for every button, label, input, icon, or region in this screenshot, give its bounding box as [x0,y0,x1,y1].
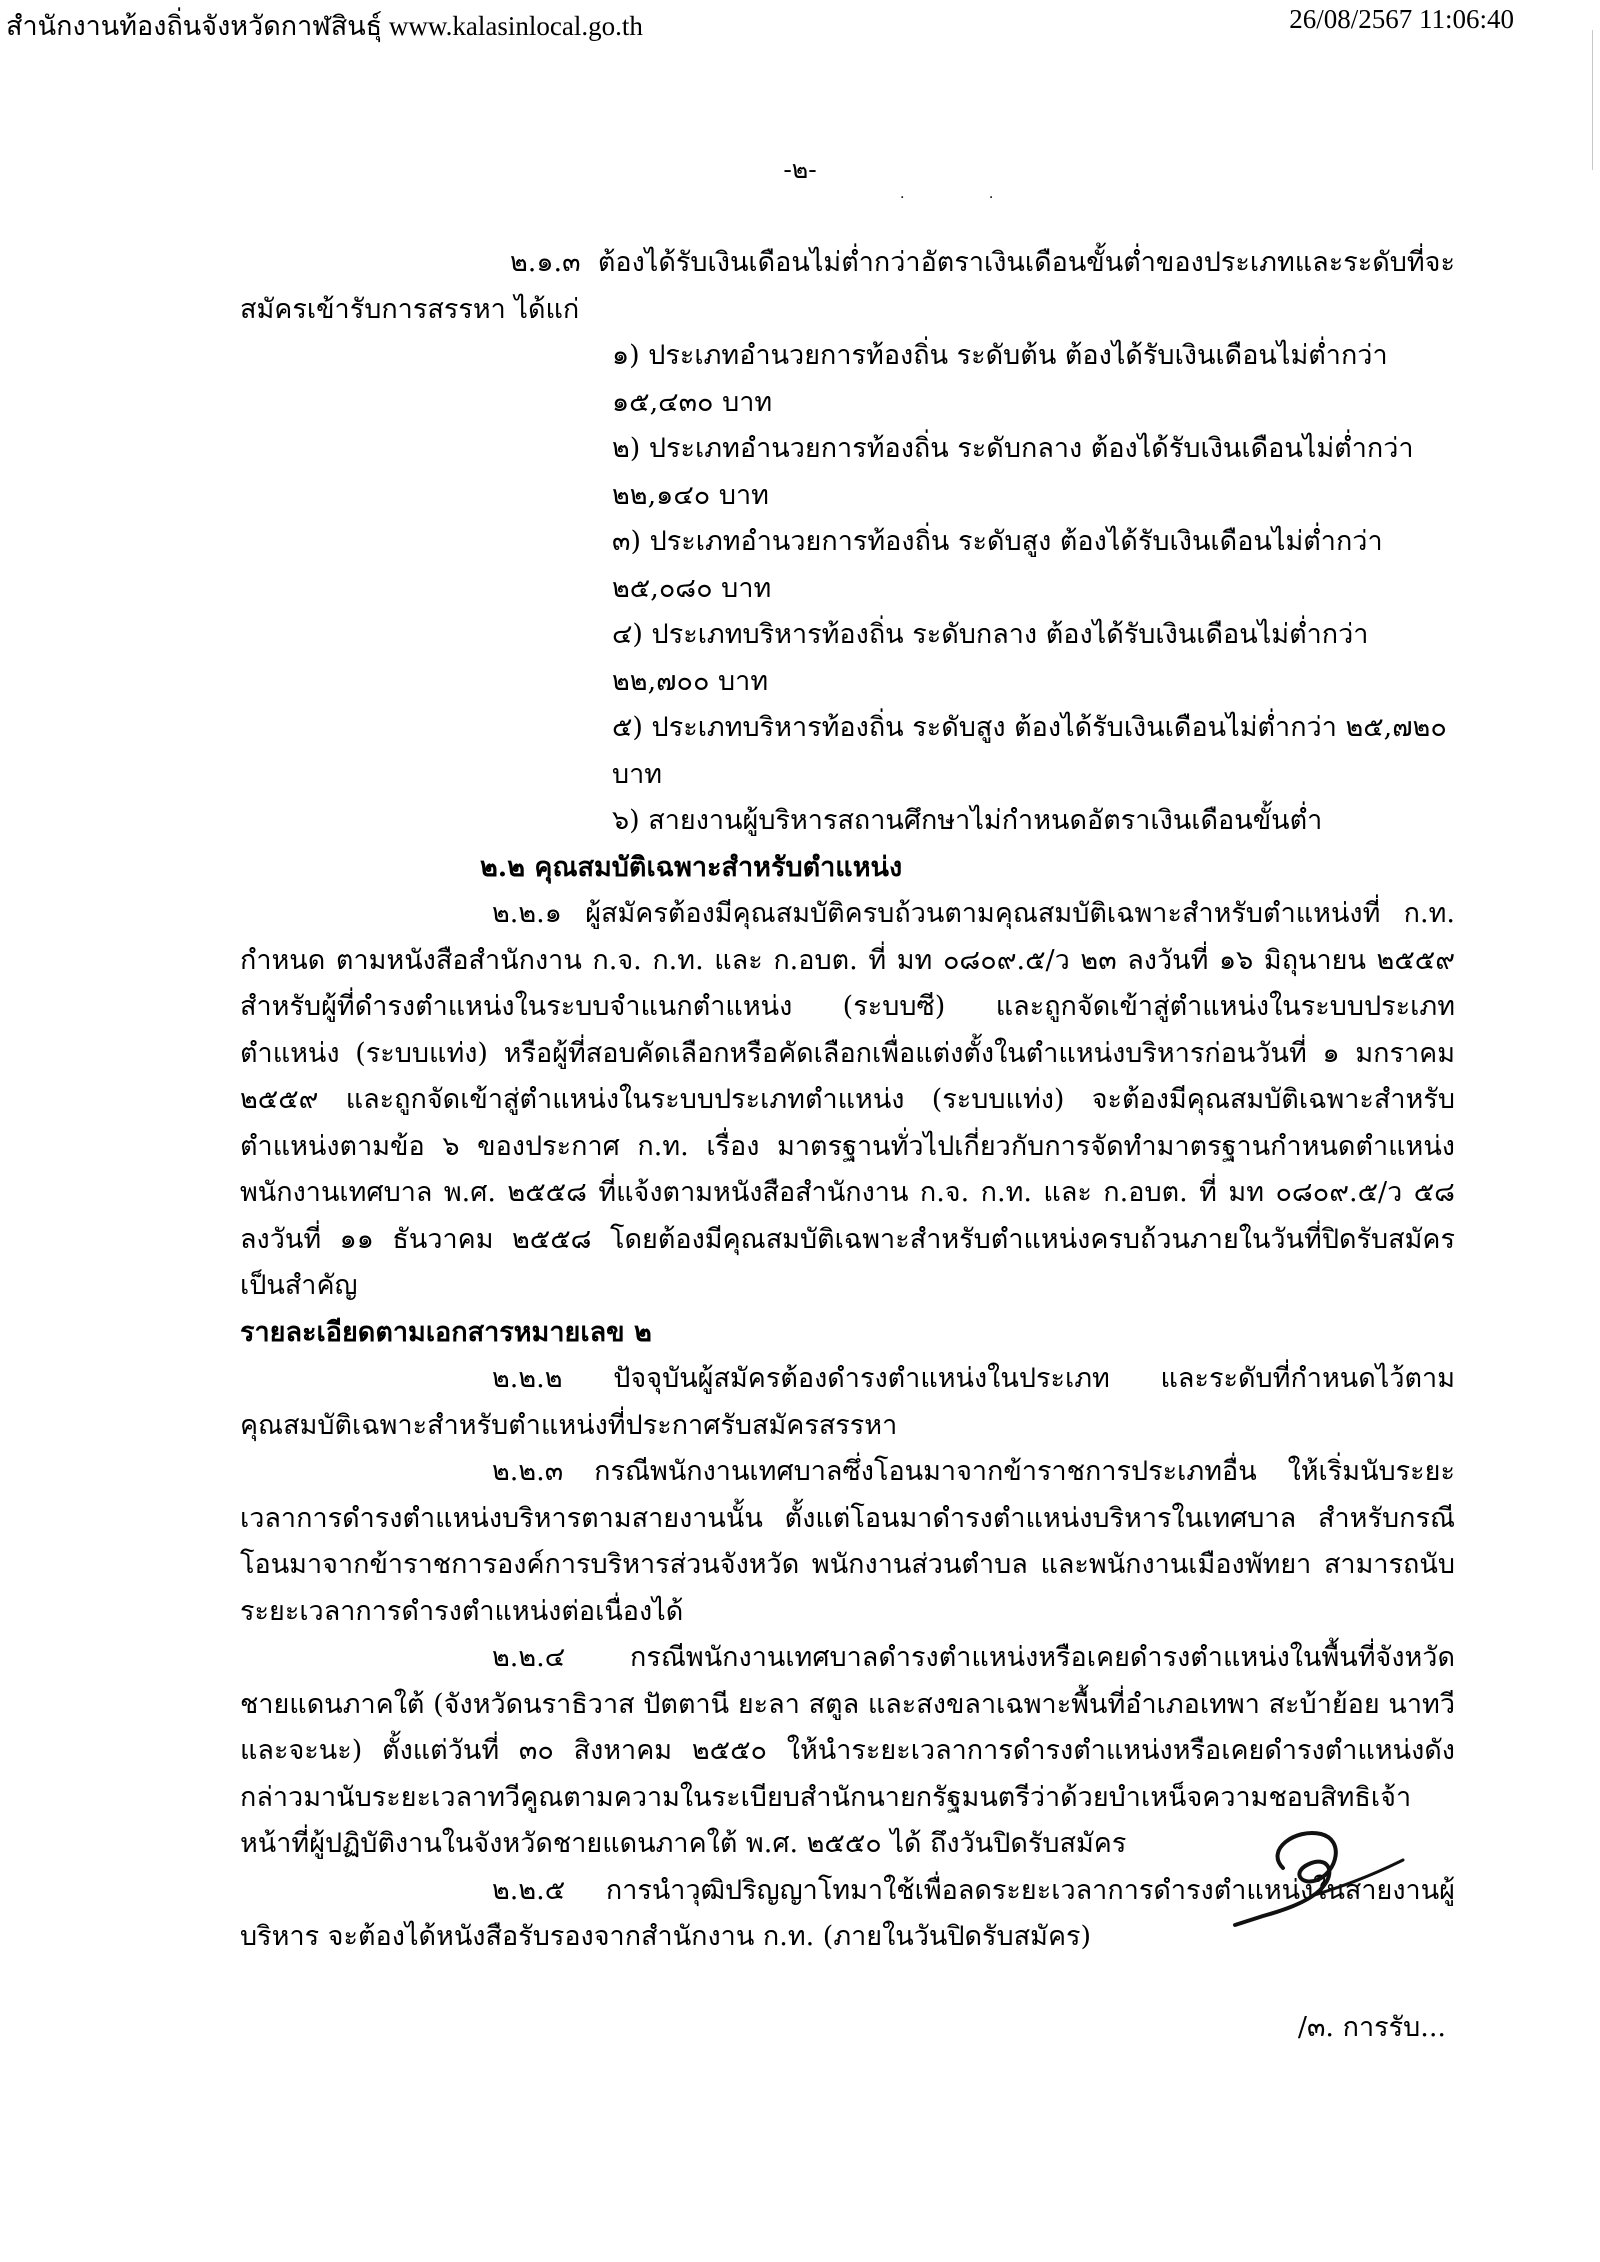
salary-level-item: ๖) สายงานผู้บริหารสถานศึกษาไม่กำหนดอัตราเงินเดือนขั้นต่ำ [612,805,1323,836]
salary-level-item: ๕) ประเภทบริหารท้องถิ่น ระดับสูง ต้องได้รับเงินเดือนไม่ต่ำกว่า ๒๕,๗๒๐ บาท [612,712,1447,790]
handwritten-signature [1225,1810,1465,1940]
document-body [240,240,1455,1961]
clause-2-2-5: ๒.๒.๕ การนำวุฒิปริญญาโทมาใช้เพื่อลดระยะเวลาการดำรงตำแหน่งในสายงานผู้บริหาร จะต้องได้หนังสือรับรองจากสำนักงาน ก.ท. (ภายในวันปิดรับสมัคร) [240,1874,1455,1952]
salary-level-item: ๓) ประเภทอำนวยการท้องถิ่น ระดับสูง ต้องได้รับเงินเดือนไม่ต่ำกว่า ๒๕,๐๘๐ บาท [612,526,1383,604]
section-heading-qualifications: ๒.๒ คุณสมบัติเฉพาะสำหรับตำแหน่ง [480,851,903,883]
salary-level-list [240,333,1455,845]
salary-level-item: ๔) ประเภทบริหารท้องถิ่น ระดับกลาง ต้องได้รับเงินเดือนไม่ต่ำกว่า ๒๒,๗๐๐ บาท [612,619,1369,697]
clause-2-2-4: ๒.๒.๔ กรณีพนักงานเทศบาลดำรงตำแหน่งหรือเคยดำรงตำแหน่งในพื้นที่จังหวัดชายแดนภาคใต้ (จังหวัดนราธิวาส ปัตตานี ยะลา สตูล และสงขลาเฉพาะพื้นที่อำเภอเทพา สะบ้าย้อย นาทวี และจะนะ) ตั้งแต่วันที่ ๓๐ สิงหาคม ๒๕๕๐ ให้นำระยะเวลาการดำรงตำแหน่งหรือเคยดำรงตำแหน่งดังกล่าวมานับระยะเวลาทวีคูณตามความในระเบียบสำนักนายกรัฐมนตรีว่าด้วยบำเหน็จความชอบสิทธิเจ้าหน้าที่ผู้ปฏิบัติงานในจังหวัดชายแดนภาคใต้ พ.ศ. ๒๕๕๐ ได้ ถึงวันปิดรับสมัคร [240,1642,1455,1859]
continuation-marker: /๓. การรับ... [1297,2012,1446,2043]
clause-2-2-2: ๒.๒.๒ ปัจจุบันผู้สมัครต้องดำรงตำแหน่งในประเภท และระดับที่กำหนดไว้ตามคุณสมบัติเฉพาะสำหรับตำแหน่งที่ประกาศรับสมัครสรรหา [240,1363,1455,1441]
salary-level-item: ๒) ประเภทอำนวยการท้องถิ่น ระดับกลาง ต้องได้รับเงินเดือนไม่ต่ำกว่า ๒๒,๑๔๐ บาท [612,433,1414,511]
scan-specks: . . [900,186,1034,202]
clause-2-2-3: ๒.๒.๓ กรณีพนักงานเทศบาลซึ่งโอนมาจากข้าราชการประเภทอื่น ให้เริ่มนับระยะเวลาการดำรงตำแหน่งบริหารตามสายงานนั้น ตั้งแต่โอนมาดำรงตำแหน่งบริหารในเทศบาล สำหรับกรณีโอนมาจากข้าราชการองค์การบริหารส่วนจังหวัด พนักงานส่วนตำบล และพนักงานเมืองพัทยา สามารถนับระยะเวลาการดำรงตำแหน่งต่อเนื่องได้ [240,1456,1455,1627]
scan-edge-mark [1592,30,1593,170]
page-number: -๒- [783,155,817,184]
attachment-reference: รายละเอียดตามเอกสารหมายเลข ๒ [240,1316,652,1348]
office-website-line: สำนักงานท้องถิ่นจังหวัดกาฬสินธุ์ www.kalasinlocal.go.th [6,11,643,41]
clause-2-2-1: ๒.๒.๑ ผู้สมัครต้องมีคุณสมบัติครบถ้วนตามคุณสมบัติเฉพาะสำหรับตำแหน่งที่ ก.ท. กำหนด ตามหนังสือสำนักงาน ก.จ. ก.ท. และ ก.อบต. ที่ มท ๐๘๐๙.๕/ว ๒๓ ลงวันที่ ๑๖ มิถุนายน ๒๕๕๙ สำหรับผู้ที่ดำรงตำแหน่งในระบบจำแนกตำแหน่ง (ระบบซี) และถูกจัดเข้าสู่ตำแหน่งในระบบประเภทตำแหน่ง (ระบบแท่ง) หรือผู้ที่สอบคัดเลือกหรือคัดเลือกเพื่อแต่งตั้งในตำแหน่งบริหารก่อนวันที่ ๑ มกราคม ๒๕๕๙ และถูกจัดเข้าสู่ตำแหน่งในระบบประเภทตำแหน่ง (ระบบแท่ง) จะต้องมีคุณสมบัติเฉพาะสำหรับตำแหน่งตามข้อ ๖ ของประกาศ ก.ท. เรื่อง มาตรฐานทั่วไปเกี่ยวกับการจัดทำมาตรฐานกำหนดตำแหน่งพนักงานเทศบาล พ.ศ. ๒๕๕๘ ที่แจ้งตามหนังสือสำนักงาน ก.จ. ก.ท. และ ก.อบต. ที่ มท ๐๘๐๙.๕/ว ๕๘ ลงวันที่ ๑๑ ธันวาคม ๒๕๕๘ โดยต้องมีคุณสมบัติเฉพาะสำหรับตำแหน่งครบถ้วนภายในวันที่ปิดรับสมัครเป็นสำคัญ [240,898,1455,1301]
print-timestamp: 26/08/2567 11:06:40 [1289,4,1514,34]
page-header [0,0,1600,44]
salary-level-item: ๑) ประเภทอำนวยการท้องถิ่น ระดับต้น ต้องได้รับเงินเดือนไม่ต่ำกว่า ๑๕,๔๓๐ บาท [612,340,1388,418]
salary-requirement-intro: ๒.๑.๓ ต้องได้รับเงินเดือนไม่ต่ำกว่าอัตราเงินเดือนขั้นต่ำของประเภทและระดับที่จะสมัครเข้ารับการสรรหา ได้แก่ [240,247,1455,325]
